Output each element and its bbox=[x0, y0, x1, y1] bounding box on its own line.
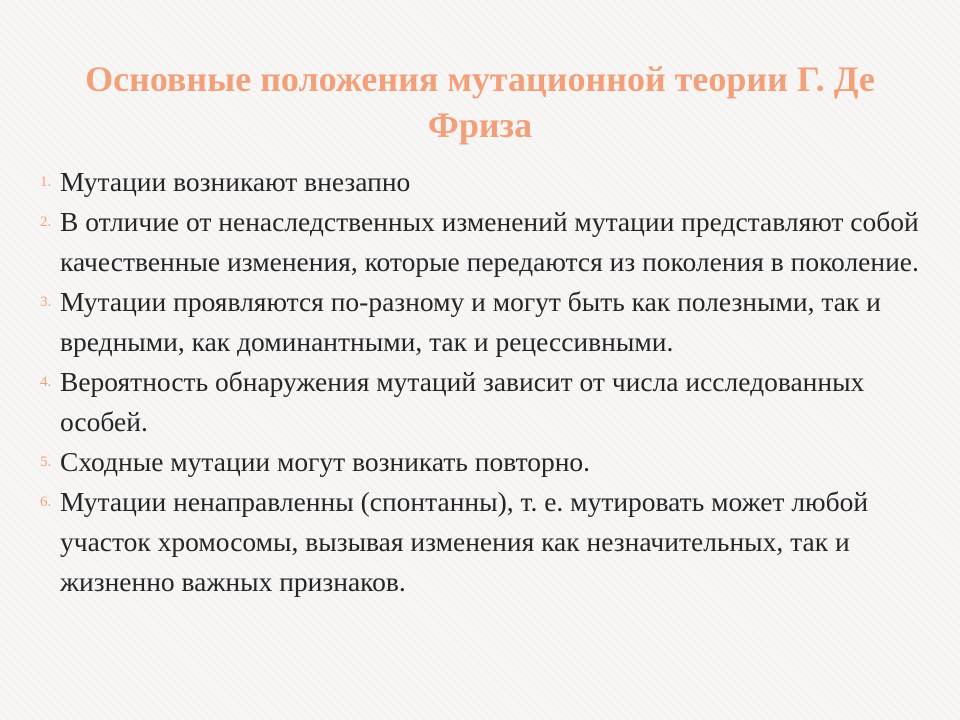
list-item-number: 1. bbox=[40, 174, 52, 190]
list-item bbox=[40, 362, 945, 442]
list-item-text: Сходные мутации могут возникать повторно. bbox=[60, 446, 591, 477]
list-item-number: 5. bbox=[40, 454, 52, 470]
list-item bbox=[40, 202, 945, 282]
list-item bbox=[40, 282, 945, 362]
list-item bbox=[40, 482, 945, 602]
list-item bbox=[40, 162, 945, 202]
list-item bbox=[40, 442, 945, 482]
list-item-text: Вероятность обнаружения мутаций зависит от числа исследованных особей. bbox=[60, 366, 865, 437]
list-item-number: 2. bbox=[40, 214, 52, 230]
mutation-theory-list bbox=[40, 162, 945, 602]
list-item-text: В отличие от ненаследственных изменений мутации представляют собой качественные изменения, которые передаются из поколения в поколение. bbox=[60, 206, 919, 277]
list-item-text: Мутации ненаправленны (спонтанны), т. е. мутировать может любой участок хромосомы, вызывая изменения как незначительных, так и жизненно важных признаков. bbox=[60, 486, 869, 597]
list-item-text: Мутации проявляются по-разному и могут быть как полезными, так и вредными, как доминантными, так и рецессивными. bbox=[60, 286, 881, 357]
slide-title: Основные положения мутационной теории Г. Де Фриза bbox=[85, 59, 875, 145]
list-item-number: 3. bbox=[40, 294, 52, 310]
list-item-number: 4. bbox=[40, 374, 52, 390]
list-item-text: Мутации возникают внезапно bbox=[60, 166, 411, 197]
list-item-number: 6. bbox=[40, 494, 52, 510]
